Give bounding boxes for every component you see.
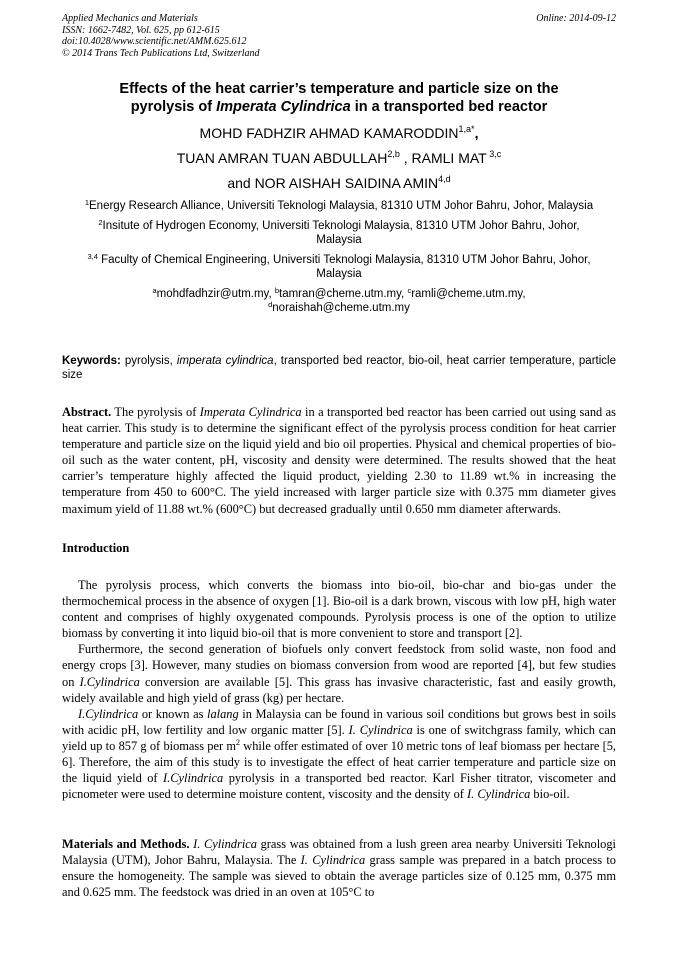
author-affil-mark: 1,a*	[458, 124, 475, 134]
species-name: I.Cylindrica	[79, 674, 140, 689]
abstract-species: Imperata Cylindrica	[199, 405, 302, 419]
affiliation-3	[80, 253, 598, 282]
email-mark: c	[407, 285, 412, 295]
author-affil-mark: 4,d	[438, 174, 451, 184]
copyright-line: © 2014 Trans Tech Publications Ltd, Switzerland	[62, 47, 260, 59]
superscript: 2	[236, 737, 241, 747]
author-line-1	[62, 121, 616, 146]
species-name: I. Cylindrica	[193, 837, 257, 851]
affiliation-mark: 3,4	[87, 251, 98, 261]
online-date: Online: 2014-09-12	[536, 13, 616, 24]
publication-info	[62, 13, 260, 59]
author-conjunction: and	[227, 175, 255, 191]
affiliation-text: Insitute of Hydrogen Economy, Universiti Teknologi Malaysia, 81310 UTM Johor Bahru, Johor, Malaysia	[102, 219, 580, 246]
keywords-text: , transported bed reactor, bio-oil, heat carrier temperature, particle size	[62, 355, 616, 381]
paper-title	[62, 80, 616, 116]
abstract-text: The pyrolysis of	[111, 405, 200, 419]
author-name: NOR AISHAH SAIDINA AMIN	[254, 175, 439, 191]
email-mark: a	[152, 285, 157, 295]
journal-name: Applied Mechanics and Materials	[62, 13, 198, 24]
intro-paragraph-2	[62, 641, 616, 705]
author-emails	[80, 287, 598, 316]
intro-paragraph-1: The pyrolysis process, which converts the biomass into bio-oil, bio-char and bio-gas under the thermochemical process in the absence of oxygen [1]. Bio-oil is a dark brown, viscous with low pH, high water content and comprises of highly oxygenated compounds. Pyrolysis process is one of the option to utilize biomass by converting it into liquid bio-oil that is more convenient to store and transport [2].	[62, 578, 616, 641]
title-text: in a transported bed reactor	[350, 99, 548, 115]
paragraph-text: while offer estimated of over 10 metric tons of leaf biomass per hectare [5, 6]. Therefore, the aim of this study is to investigate the effect of heat carrier temperature and particle size on the liquid yield of	[62, 738, 617, 786]
email-address[interactable]: noraishah@cheme.utm.my	[272, 302, 410, 314]
keywords-species: imperata cylindrica	[176, 355, 274, 367]
doi-line: doi:10.4028/www.scientific.net/AMM.625.612	[62, 36, 247, 47]
author-separator: ,	[474, 125, 479, 141]
keywords-text: pyrolysis,	[120, 355, 177, 367]
paragraph-text: or known as	[138, 706, 208, 721]
author-line-3	[62, 171, 616, 196]
author-name: MOHD FADHZIR AHMAD KAMARODDIN	[199, 125, 459, 141]
author-name: TUAN AMRAN TUAN ABDULLAH	[176, 150, 388, 166]
methods-label: Materials and Methods.	[62, 837, 190, 851]
paragraph-text: pyrolysis in a transported bed reactor. Karl Fisher titrator, viscometer and picnometer were used to determine moisture content, viscosity and the density of	[62, 771, 616, 802]
abstract-text: in a transported bed reactor has been carried out using sand as heat carrier. This study is to determine the significant effect of the pyrolysis process condition for heat carrier temperature and particle size on the liquid yield and bio oil properties. Physical and chemical properties of bio-oil such as the water content, pH, viscosity and density were determined. The results showed that the heat carrier’s temperature highly affected the liquid product, yielding 2.30 to 11.89 wt.% in increasing the temperature from 450 to 600°C. The yield increased with larger particle size with 0.375 mm diameter gives maximum yield of 11.88 wt.% (600°C) but decreased gradually until 0.650 mm diameter afterwards.	[62, 405, 616, 516]
species-name: I.Cylindrica	[163, 771, 224, 786]
author-affil-mark: 2,b	[387, 149, 400, 159]
keywords	[62, 354, 616, 382]
abstract	[62, 404, 616, 517]
email-mark: b	[274, 285, 280, 295]
affiliation-mark: 2	[98, 217, 103, 227]
keywords-label: Keywords:	[62, 355, 121, 367]
affiliations	[80, 199, 598, 316]
affiliation-1	[80, 199, 598, 214]
running-header	[62, 13, 616, 59]
title-line-2	[62, 98, 616, 116]
affiliation-text: Faculty of Chemical Engineering, Universiti Teknologi Malaysia, 81310 UTM Johor Bahru, Johor, Malaysia	[97, 253, 591, 280]
intro-paragraph-3	[62, 706, 616, 803]
email-address[interactable]: ramli@cheme.utm.my,	[411, 287, 526, 300]
author-affil-mark: 3,c	[486, 149, 502, 159]
species-name: I. Cylindrica	[300, 853, 366, 868]
paragraph-text: bio-oil.	[530, 787, 570, 802]
paragraph-text: is one of switchgrass family, which can yield up to 857 g of biomass per m	[62, 722, 617, 753]
affiliation-mark: 1	[84, 198, 90, 207]
introduction-body	[62, 577, 616, 802]
species-name: I.Cylindrica	[78, 706, 139, 721]
author-separator: ,	[399, 150, 412, 166]
issn-line: ISSN: 1662-7482, Vol. 625, pp 612-615	[62, 24, 220, 36]
email-mark: d	[268, 300, 273, 309]
materials-methods	[62, 836, 616, 900]
abstract-label: Abstract.	[62, 405, 112, 419]
affiliation-text: Energy Research Alliance, Universiti Teknologi Malaysia, 81310 UTM Johor Bahru, Johor, Malaysia	[89, 200, 594, 212]
species-name: I. Cylindrica	[348, 722, 413, 737]
species-name: I. Cylindrica	[467, 787, 531, 802]
email-address[interactable]: mohdfadhzir@utm.my,	[156, 287, 275, 300]
author-name: RAMLI MAT	[411, 150, 487, 166]
author-line-2	[62, 146, 616, 171]
title-text: pyrolysis of	[130, 99, 217, 115]
paragraph-text: conversion are available [5]. This grass has invasive characteristic, fast and easily growth, widely available and high yield of grass (kg) per hectare.	[62, 674, 616, 705]
title-line-1: Effects of the heat carrier’s temperature and particle size on the	[119, 81, 559, 97]
paragraph-text: grass sample was prepared in a batch process to ensure the homogeneity. The sample was sieved to obtain the average particles size of 0.125 mm, 0.375 mm and 0.625 mm. The feedstock was dried in an oven at 105°C to	[62, 853, 616, 900]
paragraph-text: grass was obtained from a lush green area nearby Universiti Teknologi Malaysia (UTM), Johor Bahru, Malaysia. The	[62, 837, 616, 868]
section-heading-introduction: Introduction	[62, 541, 130, 555]
local-name: lalang	[207, 706, 239, 721]
title-species: Imperata Cylindrica	[216, 99, 351, 115]
affiliation-2	[80, 219, 598, 248]
paragraph-text: Furthermore, the second generation of biofuels only convert feedstock from solid waste, non food and energy crops [3]. However, many studies on biomass conversion from wood are reported [4], but few studies on	[62, 642, 616, 689]
author-list	[62, 121, 616, 196]
email-address[interactable]: tamran@cheme.utm.my,	[279, 287, 408, 300]
paragraph-text: in Malaysia can be found in various soil conditions but grows best in soils with acidic pH, low fertility and low organic matter [5].	[62, 706, 617, 737]
